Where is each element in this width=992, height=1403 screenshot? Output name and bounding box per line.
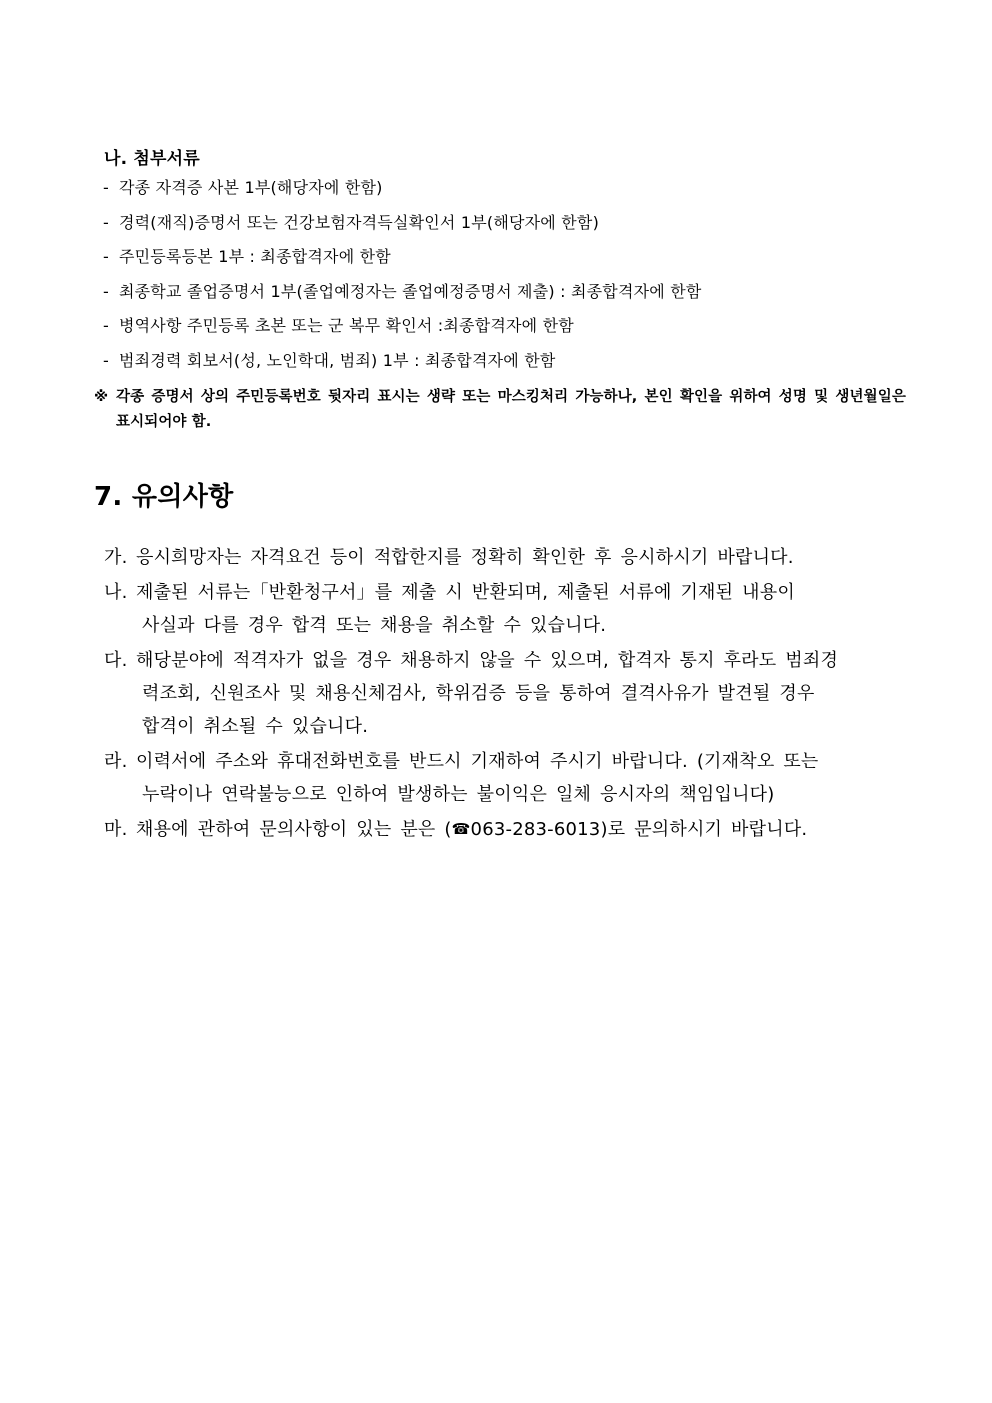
attachments-heading: 나. 첨부서류 [104,149,200,169]
phone-icon: ☎ [451,820,471,838]
notice-list [104,541,904,848]
notice-text: 제출된 서류는「반환청구서」를 제출 시 반환되며, 제출된 서류에 기재된 내용이 [136,582,795,603]
notice-item [104,576,904,642]
list-item-text: 최종학교 졸업증명서 1부(졸업예정자는 졸업예정증명서 제출) : 최종합격자에 한함 [119,281,702,301]
list-item-text: 경력(재직)증명서 또는 건강보험자격득실확인서 1부(해당자에 한함) [119,212,600,232]
masking-note [94,385,914,435]
bullet-dash: - [103,247,109,266]
notice-item [104,813,904,846]
bullet-dash: - [103,178,109,197]
list-item-text: 병역사항 주민등록 초본 또는 군 복무 확인서 :최종합격자에 한함 [119,316,574,335]
notice-text-continued: 사실과 다를 경우 합격 또는 채용을 취소할 수 있습니다. [142,615,607,636]
reference-mark-icon: ※ [94,389,109,405]
notice-label: 나. [104,582,128,603]
bullet-dash: - [103,350,109,370]
list-item [103,314,702,349]
attachments-list [103,176,702,383]
notice-item [104,745,904,811]
notice-label: 라. [104,751,128,772]
list-item-text: 각종 자격증 사본 1부(해당자에 한함) [119,178,383,197]
notice-text: 응시희망자는 자격요건 등이 적합한지를 정확히 확인한 후 응시하시기 바랍니다. [136,547,794,568]
notice-text-tail: )로 문의하시기 바랍니다. [600,819,808,840]
list-item [103,176,702,211]
notice-text: 채용에 관하여 문의사항이 있는 분은 ( [136,819,452,840]
note-text-line-2: 표시되어야 함. [116,414,212,430]
bullet-dash: - [103,316,109,335]
notice-label: 가. [104,547,128,568]
phone-number: 063-283-6013 [470,819,601,840]
notice-text: 해당분야에 적격자가 없을 경우 채용하지 않을 수 있으며, 합격자 통지 후라도 범죄경 [136,650,839,671]
list-item [103,211,702,246]
notice-text-continued: 합격이 취소될 수 있습니다. [142,716,369,737]
bullet-dash: - [103,281,109,301]
section-title: 7. 유의사항 [94,482,234,512]
notice-item [104,541,904,574]
notice-label: 마. [104,819,128,840]
list-item [103,349,702,384]
notice-item [104,644,904,743]
list-item [103,280,702,315]
bullet-dash: - [103,212,109,232]
note-text-line-1: 각종 증명서 상의 주민등록번호 뒷자리 표시는 생략 또는 마스킹처리 가능하나, 본인 확인을 위하여 성명 및 생년월일은 [116,389,906,405]
notice-label: 다. [104,650,128,671]
list-item [103,245,702,280]
notice-text-continued: 누락이나 연락불능으로 인하여 발생하는 불이익은 일체 응시자의 책임입니다) [142,784,775,805]
notice-text: 이력서에 주소와 휴대전화번호를 반드시 기재하여 주시기 바랍니다. (기재착오 또는 [136,751,819,772]
list-item-text: 주민등록등본 1부 : 최종합격자에 한함 [119,247,391,266]
list-item-text: 범죄경력 회보서(성, 노인학대, 범죄) 1부 : 최종합격자에 한함 [119,350,556,370]
notice-text-continued: 력조회, 신원조사 및 채용신체검사, 학위검증 등을 통하여 결격사유가 발견될 경우 [142,683,815,704]
